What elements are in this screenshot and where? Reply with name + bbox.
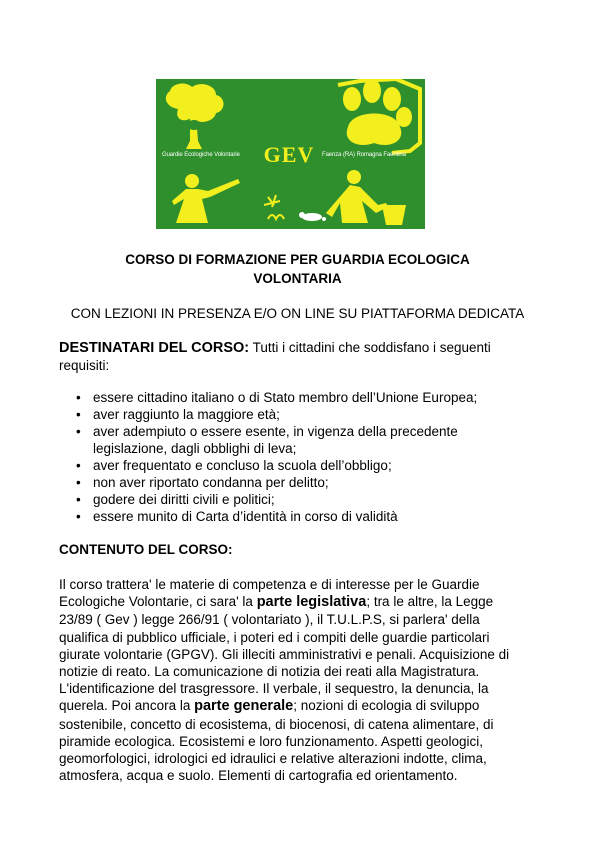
logo-text-right: Faenza (RA) Romagna Faentina bbox=[322, 152, 406, 158]
content-line: sostenibile, concetto di ecosistema, di biocenosi, di catena alimentare, di bbox=[59, 716, 494, 732]
content-line: qualifica di pubblico ufficiale, i poteri ed i compiti delle guardie particolari bbox=[59, 629, 490, 645]
content-line: L'identificazione del trasgressore. Il verbale, il sequestro, la denuncia, la bbox=[59, 681, 489, 697]
logo-gev-wordmark: GEV bbox=[263, 142, 315, 167]
person-icon bbox=[326, 170, 406, 225]
content-line: querela. Poi ancora la bbox=[59, 698, 195, 714]
content-emphasis-generale: parte generale bbox=[194, 698, 294, 715]
logo-text-left: Guardie Ecologiche Volontarie bbox=[162, 152, 240, 158]
content-emphasis-legislativa: parte legislativa bbox=[256, 594, 367, 611]
content-heading: CONTENUTO DEL CORSO: bbox=[59, 542, 233, 557]
list-item: • essere munito di Carta d’identità in corso di validità bbox=[59, 508, 549, 525]
content-line: geomorfologici, idrologici ed idraulici e relative alterazioni indotte, clima, bbox=[59, 751, 487, 767]
list-item: • godere dei diritti civili e politici; bbox=[59, 491, 549, 508]
list-item-text: aver adempiuto o essere esente, in vigenza della precedente bbox=[93, 424, 458, 439]
recipients-heading: DESTINATARI DEL CORSO: bbox=[59, 340, 250, 356]
content-line: atmosfera, acqua e suolo. Elementi di cartografia ed orientamento. bbox=[59, 768, 458, 784]
person-icon bbox=[172, 174, 240, 223]
recipients-intro: Tutti i cittadini che soddisfano i seguenti bbox=[249, 340, 491, 355]
recipients-paragraph bbox=[59, 339, 549, 374]
list-item bbox=[59, 423, 549, 457]
document-subtitle: CON LEZIONI IN PRESENZA E/O ON LINE SU PIATTAFORMA DEDICATA bbox=[70, 306, 525, 321]
list-item: • aver raggiunto la maggiore età; bbox=[59, 406, 549, 423]
recipients-intro-cont: requisiti: bbox=[59, 358, 110, 374]
list-item: • non aver riportato condanna per delitto; bbox=[59, 474, 549, 491]
title-line-2: VOLONTARIA bbox=[253, 271, 342, 286]
list-item-text-cont: legislazione, dagli obblighi di leva; bbox=[93, 441, 297, 456]
content-line: giurate volontarie (GPGV). Gli illeciti amministrativi e penali. Acquisizione di bbox=[59, 646, 510, 662]
document-title bbox=[70, 250, 525, 288]
content-line: 23/89 ( Gev ) legge 266/91 ( volontariato ), il T.U.L.P.S, si parlera' della bbox=[59, 612, 480, 628]
flower-icon bbox=[264, 195, 284, 219]
content-line: piramide ecologica. Ecosistemi e loro funzionamento. Aspetti geologici, bbox=[59, 733, 483, 749]
tree-icon bbox=[166, 84, 224, 149]
gev-logo bbox=[156, 79, 425, 229]
content-line: ; nozioni di ecologia di sviluppo bbox=[293, 698, 480, 714]
content-paragraph bbox=[59, 576, 549, 784]
title-line-1: CORSO DI FORMAZIONE PER GUARDIA ECOLOGICA bbox=[125, 252, 470, 267]
list-item: • essere cittadino italiano o di Stato membro dell’Unione Europea; bbox=[59, 389, 549, 406]
content-line: Ecologiche Volontarie, ci sara' la bbox=[59, 594, 257, 610]
content-line: notizie di reato. La comunicazione di notizia dei reati alla Magistratura. bbox=[59, 664, 480, 680]
list-item: • aver frequentato e concluso la scuola dell’obbligo; bbox=[59, 457, 549, 474]
paw-icon bbox=[338, 79, 420, 153]
requirements-list bbox=[59, 389, 549, 525]
content-line: Il corso trattera' le materie di competenza e di interesse per le Guardie bbox=[59, 577, 480, 592]
litter-icon bbox=[299, 212, 326, 221]
content-line: ; tra le altre, la Legge bbox=[366, 594, 494, 610]
